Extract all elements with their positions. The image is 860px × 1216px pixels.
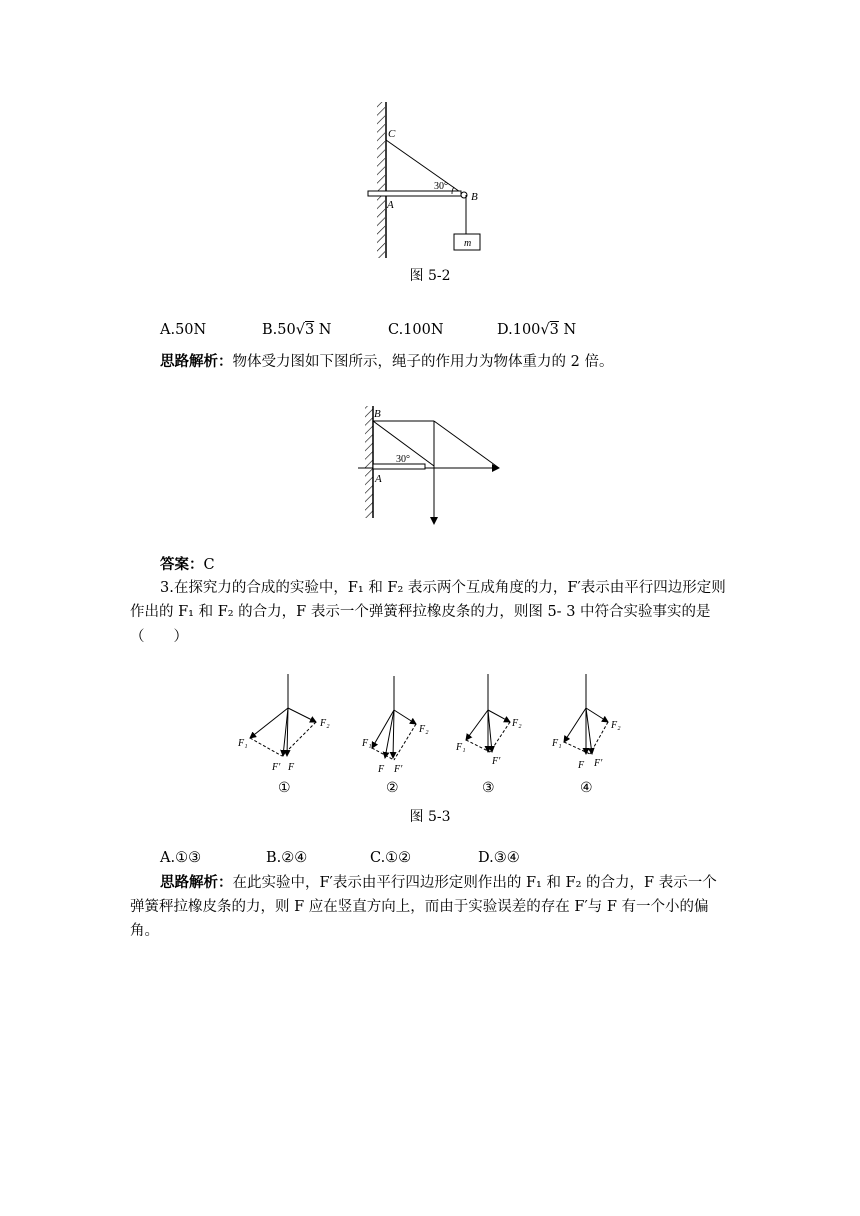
q3-analysis-line-3: 角。	[130, 923, 159, 939]
q2-option-d: D.100√3 N	[497, 322, 577, 338]
figure-5-3-caption: 图 5-3	[409, 809, 451, 825]
label-a: A	[387, 199, 394, 211]
label-m: m	[464, 238, 472, 249]
q3-option-d: D.③④	[478, 850, 520, 866]
q3-option-b: B.②④	[266, 850, 308, 866]
q2-analysis: 思路解析：物体受力图如下图所示，绳子的作用力为物体重力的 2 倍。	[160, 354, 614, 370]
figure-5-2	[360, 98, 520, 260]
panel-2	[361, 676, 429, 796]
panel-4-f2: F₂	[611, 720, 621, 731]
label-a-2: A	[375, 473, 382, 485]
q3-option-c: C.①②	[370, 850, 412, 866]
wall-hatch-2	[365, 406, 373, 518]
panel-2-f1: F₁	[362, 738, 372, 749]
q3-line-1: 3.在探究力的合成的实验中，F₁ 和 F₂ 表示两个互成角度的力，F′表示由平行四边形定则	[160, 580, 726, 596]
panel-4-fp: F′	[594, 758, 603, 769]
q2-option-b: B.50√3 N	[262, 322, 332, 338]
label-b: B	[471, 191, 478, 203]
q3-line-2: 作出的 F₁ 和 F₂ 的合力，F 表示一个弹簧秤拉橡皮条的力，则图 5- 3 中符合实验事实的是	[130, 604, 711, 620]
panel-1-f2: F₂	[320, 718, 330, 729]
parallelogram-right	[434, 421, 499, 468]
panel-1	[237, 674, 330, 796]
label-c: C	[388, 128, 396, 140]
label-angle: 30°	[434, 181, 448, 192]
figure-force-diagram	[356, 400, 506, 526]
panel-2-f2: F₂	[419, 724, 429, 735]
panel-4-num: ④	[580, 781, 593, 796]
panel-3	[455, 674, 522, 796]
panel-2-f: F	[378, 764, 385, 775]
panel-4-f1: F₁	[552, 738, 562, 749]
q3-analysis-line-2: 弹簧秤拉橡皮条的力，则 F 应在竖直方向上，而由于实验误差的存在 F′与 F 有一个小的偏	[130, 899, 709, 915]
q3-analysis-line-1: 思路解析：在此实验中，F′表示由平行四边形定则作出的 F₁ 和 F₂ 的合力，F 表示一个	[160, 875, 717, 891]
wall-hatch	[377, 102, 385, 258]
figure-5-2-caption: 图 5-2	[409, 268, 451, 284]
q3-option-a: A.①③	[160, 850, 202, 866]
panel-1-f1: F₁	[238, 738, 248, 749]
panel-1-f: F	[288, 762, 295, 773]
panel-1-num: ①	[278, 781, 291, 796]
panel-3-f2: F₂	[512, 718, 522, 729]
label-b-2: B	[374, 408, 381, 420]
panel-3-f1: F₁	[456, 742, 466, 753]
q3-line-3: （ ）	[130, 629, 188, 645]
label-angle-2: 30°	[396, 454, 410, 465]
q2-answer: 答案：C	[160, 557, 215, 573]
panel-2-fp: F′	[394, 764, 403, 775]
panel-3-fp: F′	[492, 756, 501, 767]
panel-1-fp: F′	[272, 762, 281, 773]
panel-2-num: ②	[386, 781, 399, 796]
q2-option-a: A.50N	[160, 322, 207, 338]
rope-cb	[386, 140, 463, 194]
q2-option-c: C.100N	[388, 322, 444, 338]
panel-4-f: F	[578, 760, 585, 771]
panel-4	[551, 674, 621, 796]
panel-3-num: ③	[482, 781, 495, 796]
figure-5-3	[230, 672, 630, 802]
